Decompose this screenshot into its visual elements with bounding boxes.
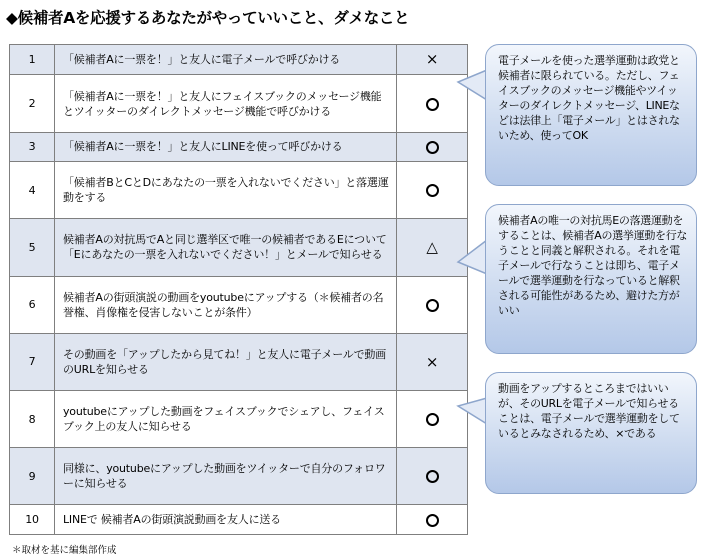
table-row xyxy=(10,132,468,162)
row-number: 2 xyxy=(10,75,55,132)
row-text: 「候補者Aに一票を！」と友人に電子メールで呼びかける xyxy=(55,45,397,75)
table-row xyxy=(10,390,468,447)
row-number: 3 xyxy=(10,132,55,162)
ok-circle-icon xyxy=(426,470,439,483)
table-row xyxy=(10,448,468,505)
table-row xyxy=(10,505,468,535)
row-verdict xyxy=(397,448,468,505)
callout-tail xyxy=(458,240,488,280)
row-text: その動画を「アップしたから見てね！」と友人に電子メールで動画のURLを知らせる xyxy=(55,333,397,390)
row-verdict xyxy=(397,45,468,75)
row-number: 9 xyxy=(10,448,55,505)
row-number: 8 xyxy=(10,390,55,447)
row-verdict xyxy=(397,162,468,219)
table-row xyxy=(10,75,468,132)
ok-circle-icon xyxy=(426,514,439,527)
ok-circle-icon xyxy=(426,184,439,197)
row-text: LINEで 候補者Aの街頭演説動画を友人に送る xyxy=(55,505,397,535)
row-verdict xyxy=(397,75,468,132)
callout-text: 電子メールを使った選挙運動は政党と候補者に限られている。ただし、フェイスブックのメッセージ機能やツイッターのダイレクトメッセージ、LINEなどは法律上「電子メール」とはされないため、使ってOK xyxy=(498,54,680,142)
row-verdict xyxy=(397,333,468,390)
row-number: 4 xyxy=(10,162,55,219)
ok-circle-icon xyxy=(426,98,439,111)
row-text: 「候補者Aに一票を！」と友人にフェイスブックのメッセージ機能とツイッターのダイレクトメッセージ機能で呼びかける xyxy=(55,75,397,132)
table-row xyxy=(10,162,468,219)
callout-tail xyxy=(458,70,488,110)
row-text: 候補者Aの対抗馬でAと同じ選挙区で唯一の候補者であるEについて「Eにあなたの一票を入れないでください！」とメールで知らせる xyxy=(55,219,397,276)
callout-text: 動画をアップするところまではいいが、そのURLを電子メールで知らせることは、電子メールで選挙運動をしているとみなされるため、×である xyxy=(498,382,680,440)
row-verdict xyxy=(397,390,468,447)
table-row xyxy=(10,276,468,333)
callout-video-rule xyxy=(485,372,697,494)
row-number: 5 xyxy=(10,219,55,276)
ok-circle-icon xyxy=(426,413,439,426)
ng-cross-icon: × xyxy=(425,50,439,69)
row-text: 候補者Aの街頭演説の動画をyoutubeにアップする（＊候補者の名誉権、肖像権を侵害しないことが条件） xyxy=(55,276,397,333)
callout-text: 候補者Aの唯一の対抗馬Eの落選運動をすることは、候補者Aの選挙運動を行なうことと同義と解釈される。それを電子メールで行なうことは即ち、電子メールで選挙運動を行なっていると解釈される可能性があるため、避けた方がいい xyxy=(498,214,688,317)
rules-table-body xyxy=(10,45,468,535)
ng-cross-icon: × xyxy=(425,352,439,371)
row-text: youtubeにアップした動画をフェイスブックでシェアし、フェイスブック上の友人に知らせる xyxy=(55,390,397,447)
source-note: ＊取材を基に編集部作成 xyxy=(12,545,117,556)
row-text: 「候補者BとCとDにあなたの一票を入れないでください」と落選運動をする xyxy=(55,162,397,219)
caution-triangle-icon: △ xyxy=(426,238,438,257)
callout-tail xyxy=(458,398,488,438)
row-number: 1 xyxy=(10,45,55,75)
table-row xyxy=(10,219,468,276)
table-row xyxy=(10,333,468,390)
ok-circle-icon xyxy=(426,299,439,312)
page-title: ◆候補者Aを応援するあなたがやっていいこと、ダメなこと xyxy=(6,9,410,27)
row-verdict xyxy=(397,276,468,333)
row-number: 7 xyxy=(10,333,55,390)
callout-email-rule xyxy=(485,44,697,186)
row-number: 10 xyxy=(10,505,55,535)
ok-circle-icon xyxy=(426,141,439,154)
rules-table xyxy=(9,44,468,535)
callout-opponent-rule xyxy=(485,204,697,354)
row-verdict xyxy=(397,219,468,276)
row-text: 同様に、youtubeにアップした動画をツイッターで自分のフォロワーに知らせる xyxy=(55,448,397,505)
table-row xyxy=(10,45,468,75)
row-verdict xyxy=(397,132,468,162)
row-text: 「候補者Aに一票を！」と友人にLINEを使って呼びかける xyxy=(55,132,397,162)
row-number: 6 xyxy=(10,276,55,333)
row-verdict xyxy=(397,505,468,535)
